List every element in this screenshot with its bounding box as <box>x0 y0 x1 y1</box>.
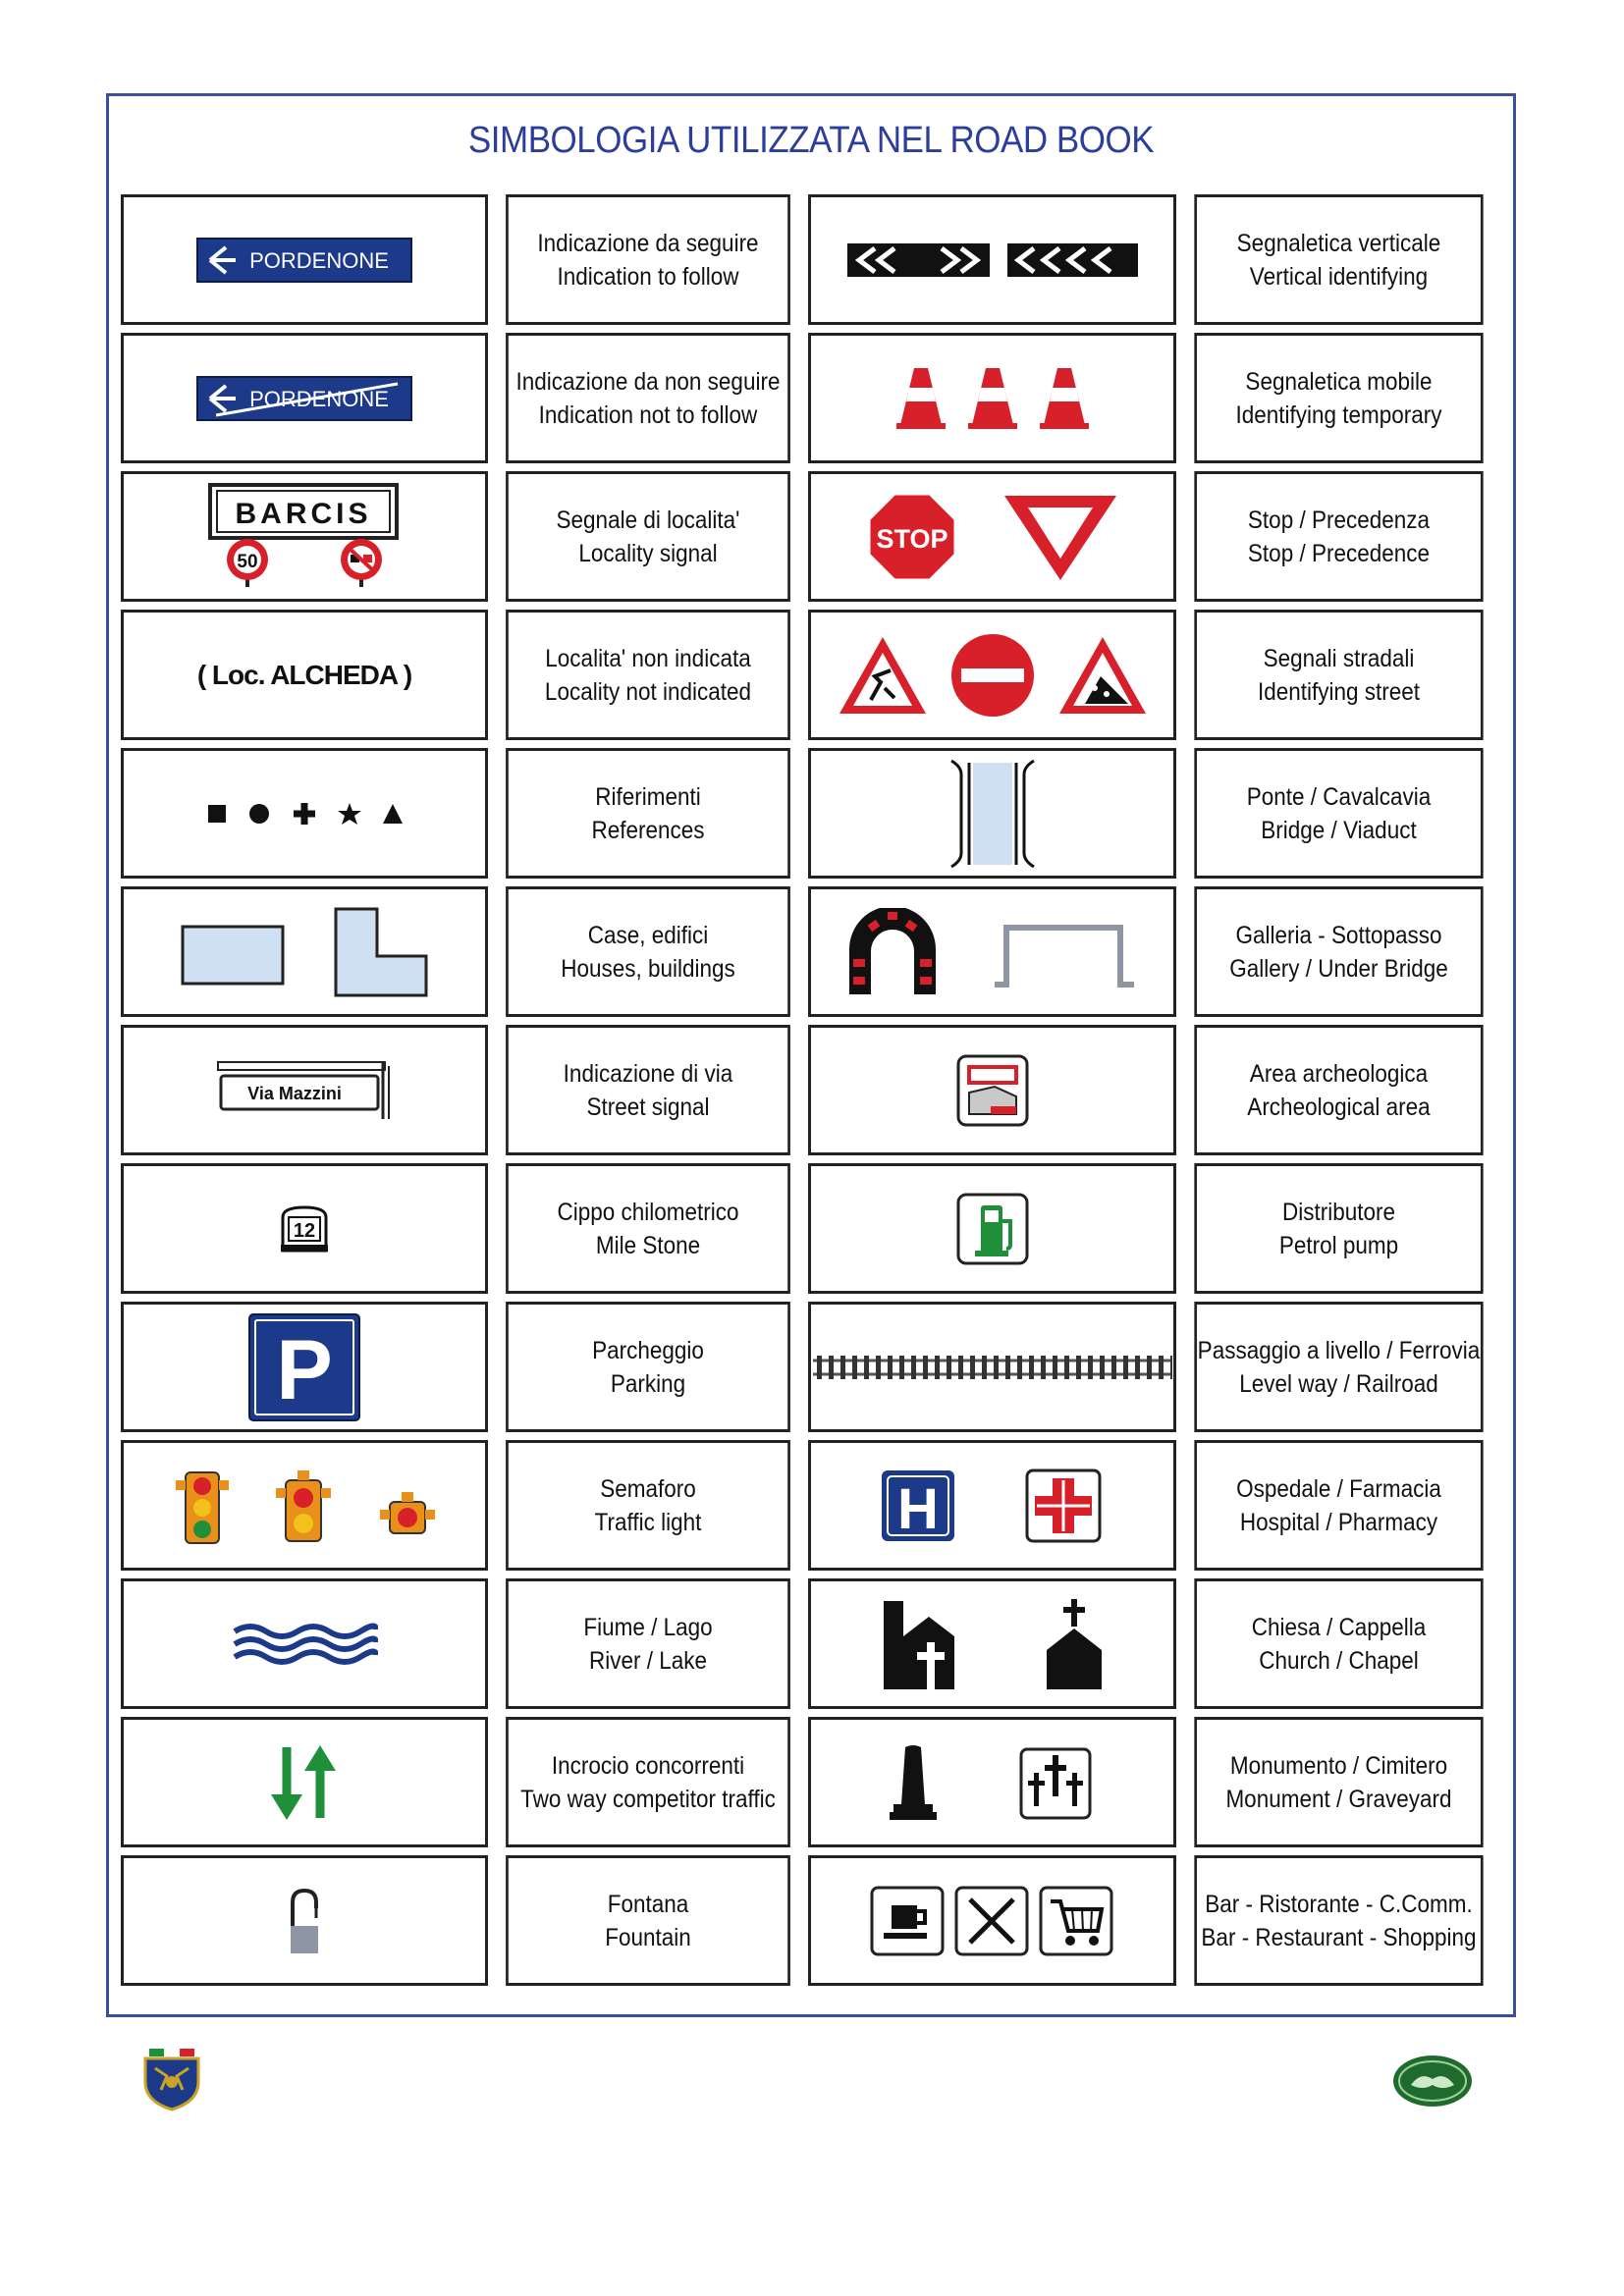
label-en: Houses, buildings <box>561 954 735 983</box>
railroad-tie <box>1053 1356 1057 1379</box>
traffic-light-icon <box>172 1467 437 1545</box>
label-right-11 <box>1194 1717 1483 1847</box>
railroad-tie <box>911 1356 916 1379</box>
label-it: Galleria - Sottopasso <box>1235 921 1442 949</box>
label-it: Chiesa / Cappella <box>1251 1613 1427 1641</box>
label-left-4 <box>506 748 790 879</box>
symbol-river-lake <box>121 1578 488 1709</box>
label-it: Segnaletica verticale <box>1236 229 1441 257</box>
railroad-tie <box>1041 1356 1046 1379</box>
label-en: Monument / Graveyard <box>1225 1785 1452 1813</box>
symbol-tunnel-underpass <box>808 886 1176 1017</box>
label-en: Church / Chapel <box>1259 1646 1419 1675</box>
stop-sign-icon <box>869 494 955 580</box>
label-it: Riferimenti <box>595 782 701 811</box>
symbol-locality-name <box>121 610 488 740</box>
symbol-chevron-markers <box>808 194 1176 325</box>
label-it: Area archeologica <box>1249 1059 1429 1088</box>
stop-yield-signs <box>865 490 1120 584</box>
railroad-tie <box>947 1356 951 1379</box>
railroad-tie <box>970 1356 975 1379</box>
waves-icon <box>231 1622 378 1667</box>
page-title: SIMBOLOGIA UTILIZZATA NEL ROAD BOOK <box>467 120 1155 161</box>
no-overtaking-icon <box>341 539 382 580</box>
label-left-3 <box>506 610 790 740</box>
railroad-tie <box>840 1356 845 1379</box>
label-en: Petrol pump <box>1278 1231 1399 1259</box>
label-it: Ospedale / Farmacia <box>1236 1474 1441 1503</box>
railroad-tie <box>899 1356 904 1379</box>
club-oval-logo <box>1391 2054 1474 2109</box>
label-left-12 <box>506 1855 790 1986</box>
symbol-monument-graveyard <box>808 1717 1176 1847</box>
building-icon <box>336 909 426 995</box>
label-right-1 <box>1194 333 1483 463</box>
locality-name-text: ( Loc. ALCHEDA ) <box>196 659 412 690</box>
symbol-direction-sign <box>121 194 488 325</box>
railroad-icon <box>813 1353 1172 1382</box>
symbol-hospital-pharmacy <box>808 1440 1176 1571</box>
label-right-8 <box>1194 1302 1483 1432</box>
label-it: Monumento / Cimitero <box>1229 1751 1448 1780</box>
railroad-tie <box>935 1356 940 1379</box>
coffee-icon <box>872 1888 943 1954</box>
underpass-icon <box>995 928 1134 985</box>
label-left-11 <box>506 1717 790 1847</box>
railroad-tie <box>1170 1356 1172 1379</box>
label-right-3 <box>1194 610 1483 740</box>
label-it: Fiume / Lago <box>583 1613 713 1641</box>
circle-icon <box>249 804 269 824</box>
railroad-tie <box>982 1356 987 1379</box>
label-en: Indication not to follow <box>538 400 758 429</box>
label-en: References <box>591 816 705 844</box>
label-left-5 <box>506 886 790 1017</box>
symbol-crossed-direction-sign <box>121 333 488 463</box>
label-it: Localita' non indicata <box>545 644 751 672</box>
railroad-tie <box>1135 1356 1140 1379</box>
label-en: Mile Stone <box>595 1231 701 1259</box>
railroad-tie <box>1029 1356 1034 1379</box>
railroad-tie <box>1017 1356 1022 1379</box>
traffic-cone <box>1040 368 1089 429</box>
label-it: Fontana <box>607 1890 689 1918</box>
traffic-light <box>276 1470 331 1541</box>
tunnel-icon <box>849 908 936 994</box>
label-it: Segnali stradali <box>1263 644 1415 672</box>
railroad-tie <box>1123 1356 1128 1379</box>
crossed-direction-sign <box>196 376 412 421</box>
railroad-tie <box>1147 1356 1152 1379</box>
stop-sign-text: STOP <box>875 523 948 554</box>
speed-limit-icon <box>227 539 268 580</box>
yield-sign-icon <box>1004 496 1116 580</box>
bridge-icon <box>944 759 1042 869</box>
label-it: Distributore <box>1281 1198 1396 1226</box>
symbol-road-signs <box>808 610 1176 740</box>
buildings-icon <box>177 905 432 999</box>
label-it: Segnaletica mobile <box>1245 367 1433 396</box>
railroad-tie <box>994 1356 999 1379</box>
monument-graveyard-icons <box>890 1743 1096 1822</box>
hospital-pharmacy-icons <box>880 1467 1106 1545</box>
mile-stone-icon <box>279 1205 330 1253</box>
railroad-tie <box>888 1356 893 1379</box>
symbol-traffic-lights <box>121 1440 488 1571</box>
symbol-two-way-traffic <box>121 1717 488 1847</box>
tunnel-underpass-icons <box>845 908 1140 996</box>
label-en: Bar - Restaurant - Shopping <box>1201 1923 1477 1951</box>
church-chapel-icons <box>880 1597 1106 1691</box>
symbol-references <box>121 748 488 879</box>
label-en: Gallery / Under Bridge <box>1229 954 1448 983</box>
locality-sign <box>206 483 403 591</box>
label-en: Hospital / Pharmacy <box>1239 1508 1438 1536</box>
label-en: Bridge / Viaduct <box>1261 816 1417 844</box>
label-right-5 <box>1194 886 1483 1017</box>
road-signs <box>838 631 1148 720</box>
railroad-tie <box>864 1356 869 1379</box>
label-it: Indicazione di via <box>563 1059 733 1088</box>
symbol-bar-restaurant-shopping <box>808 1855 1176 1986</box>
symbol-traffic-cones <box>808 333 1176 463</box>
symbol-archeology <box>808 1025 1176 1155</box>
label-right-9 <box>1194 1440 1483 1571</box>
symbol-buildings <box>121 886 488 1017</box>
locality-sign-text: BARCIS <box>235 497 372 530</box>
two-way-arrows-icon <box>265 1743 344 1822</box>
label-right-12 <box>1194 1855 1483 1986</box>
legend-frame <box>106 93 1516 2017</box>
label-it: Ponte / Cavalcavia <box>1246 782 1432 811</box>
railroad-tie <box>1005 1356 1010 1379</box>
symbol-stop-yield <box>808 471 1176 602</box>
symbol-mile-stone <box>121 1163 488 1294</box>
fuel-pump-icon <box>955 1192 1030 1266</box>
street-sign-text: Via Mazzini <box>247 1083 342 1103</box>
label-it: Semaforo <box>600 1474 696 1503</box>
monument-icon <box>890 1745 937 1820</box>
label-it: Segnale di localita' <box>556 506 740 534</box>
hospital-text: H <box>896 1476 939 1541</box>
label-left-0 <box>506 194 790 325</box>
symbol-locality-sign <box>121 471 488 602</box>
label-en: Vertical identifying <box>1249 262 1429 291</box>
railroad-tie <box>1111 1356 1116 1379</box>
star-icon <box>338 803 361 825</box>
parking-text: P <box>276 1322 333 1417</box>
label-en: Two way competitor traffic <box>520 1785 776 1813</box>
label-left-2 <box>506 471 790 602</box>
label-left-10 <box>506 1578 790 1709</box>
label-en: Fountain <box>605 1923 691 1951</box>
traffic-cone-icon <box>894 366 1091 431</box>
label-it: Bar - Ristorante - C.Comm. <box>1205 1890 1473 1918</box>
symbol-railroad <box>808 1302 1176 1432</box>
label-en: Archeological area <box>1247 1093 1431 1121</box>
label-it: Cippo chilometrico <box>557 1198 739 1226</box>
railroad-tie <box>852 1356 857 1379</box>
symbol-street-sign <box>121 1025 488 1155</box>
chevron-marker-icon <box>845 240 1140 280</box>
label-it: Parcheggio <box>592 1336 704 1364</box>
railroad-tie <box>829 1356 834 1379</box>
railroad-tie <box>1088 1356 1093 1379</box>
symbol-church-chapel <box>808 1578 1176 1709</box>
symbol-parking <box>121 1302 488 1432</box>
label-en: Identifying temporary <box>1235 400 1442 429</box>
railroad-tie <box>958 1356 963 1379</box>
label-it: Indicazione da non seguire <box>515 367 781 396</box>
traffic-light <box>380 1492 435 1533</box>
archeology-icon <box>955 1053 1030 1128</box>
legend-grid <box>121 194 1501 1986</box>
restaurant-icon <box>956 1888 1027 1954</box>
square-icon <box>208 805 226 823</box>
reference-symbols <box>206 799 403 828</box>
services-icons <box>870 1886 1115 1956</box>
direction-sign-text: PORDENONE <box>249 386 389 411</box>
label-en: Traffic light <box>594 1508 702 1536</box>
label-it: Stop / Precedenza <box>1247 506 1431 534</box>
railroad-tie <box>1076 1356 1081 1379</box>
label-right-7 <box>1194 1163 1483 1294</box>
direction-sign-text: PORDENONE <box>249 247 389 273</box>
symbol-fountain <box>121 1855 488 1986</box>
warning-sign-icon <box>1059 637 1146 714</box>
label-it: Indicazione da seguire <box>537 229 759 257</box>
symbol-bridge <box>808 748 1176 879</box>
warning-sign-icon <box>839 637 926 714</box>
cross-icon <box>294 803 315 825</box>
no-entry-icon <box>951 634 1034 717</box>
symbol-petrol-pump <box>808 1163 1176 1294</box>
label-it: Incrocio concorrenti <box>551 1751 745 1780</box>
label-en: Indication to follow <box>557 262 739 291</box>
hospital-icon <box>882 1470 954 1541</box>
label-right-4 <box>1194 748 1483 879</box>
railroad-tie <box>1100 1356 1105 1379</box>
street-sign <box>216 1060 393 1121</box>
chapel-icon <box>1047 1599 1102 1689</box>
label-right-2 <box>1194 471 1483 602</box>
label-en: Street signal <box>586 1093 710 1121</box>
label-en: River / Lake <box>588 1646 708 1675</box>
label-right-10 <box>1194 1578 1483 1709</box>
shopping-cart-icon <box>1041 1888 1111 1954</box>
house-icon <box>183 927 283 984</box>
label-left-6 <box>506 1025 790 1155</box>
triangle-icon <box>383 804 403 824</box>
cemetery-icon <box>1021 1749 1090 1818</box>
label-it: Passaggio a livello / Ferrovia <box>1197 1336 1481 1364</box>
label-en: Identifying street <box>1257 677 1421 706</box>
speed-limit-text: 50 <box>237 551 258 572</box>
club-crest-logo <box>141 2047 202 2111</box>
traffic-cone <box>896 368 946 429</box>
mile-stone-text: 12 <box>293 1219 316 1242</box>
label-right-6 <box>1194 1025 1483 1155</box>
label-left-9 <box>506 1440 790 1571</box>
railroad-tie <box>923 1356 928 1379</box>
label-en: Level way / Railroad <box>1239 1369 1438 1398</box>
railroad-tie <box>1159 1356 1164 1379</box>
parking-icon <box>247 1312 361 1422</box>
traffic-light <box>176 1472 229 1543</box>
label-en: Stop / Precedence <box>1247 539 1431 567</box>
railroad-tie <box>1064 1356 1069 1379</box>
railroad-tie <box>817 1356 822 1379</box>
pharmacy-icon <box>1027 1470 1100 1541</box>
fountain-icon <box>285 1887 324 1955</box>
label-en: Parking <box>610 1369 686 1398</box>
church-icon <box>884 1601 954 1689</box>
label-left-7 <box>506 1163 790 1294</box>
label-right-0 <box>1194 194 1483 325</box>
label-it: Case, edifici <box>587 921 709 949</box>
railroad-tie <box>876 1356 881 1379</box>
label-en: Locality signal <box>578 539 718 567</box>
direction-sign <box>196 238 412 283</box>
label-en: Locality not indicated <box>544 677 752 706</box>
traffic-cone <box>968 368 1017 429</box>
label-left-1 <box>506 333 790 463</box>
label-left-8 <box>506 1302 790 1432</box>
